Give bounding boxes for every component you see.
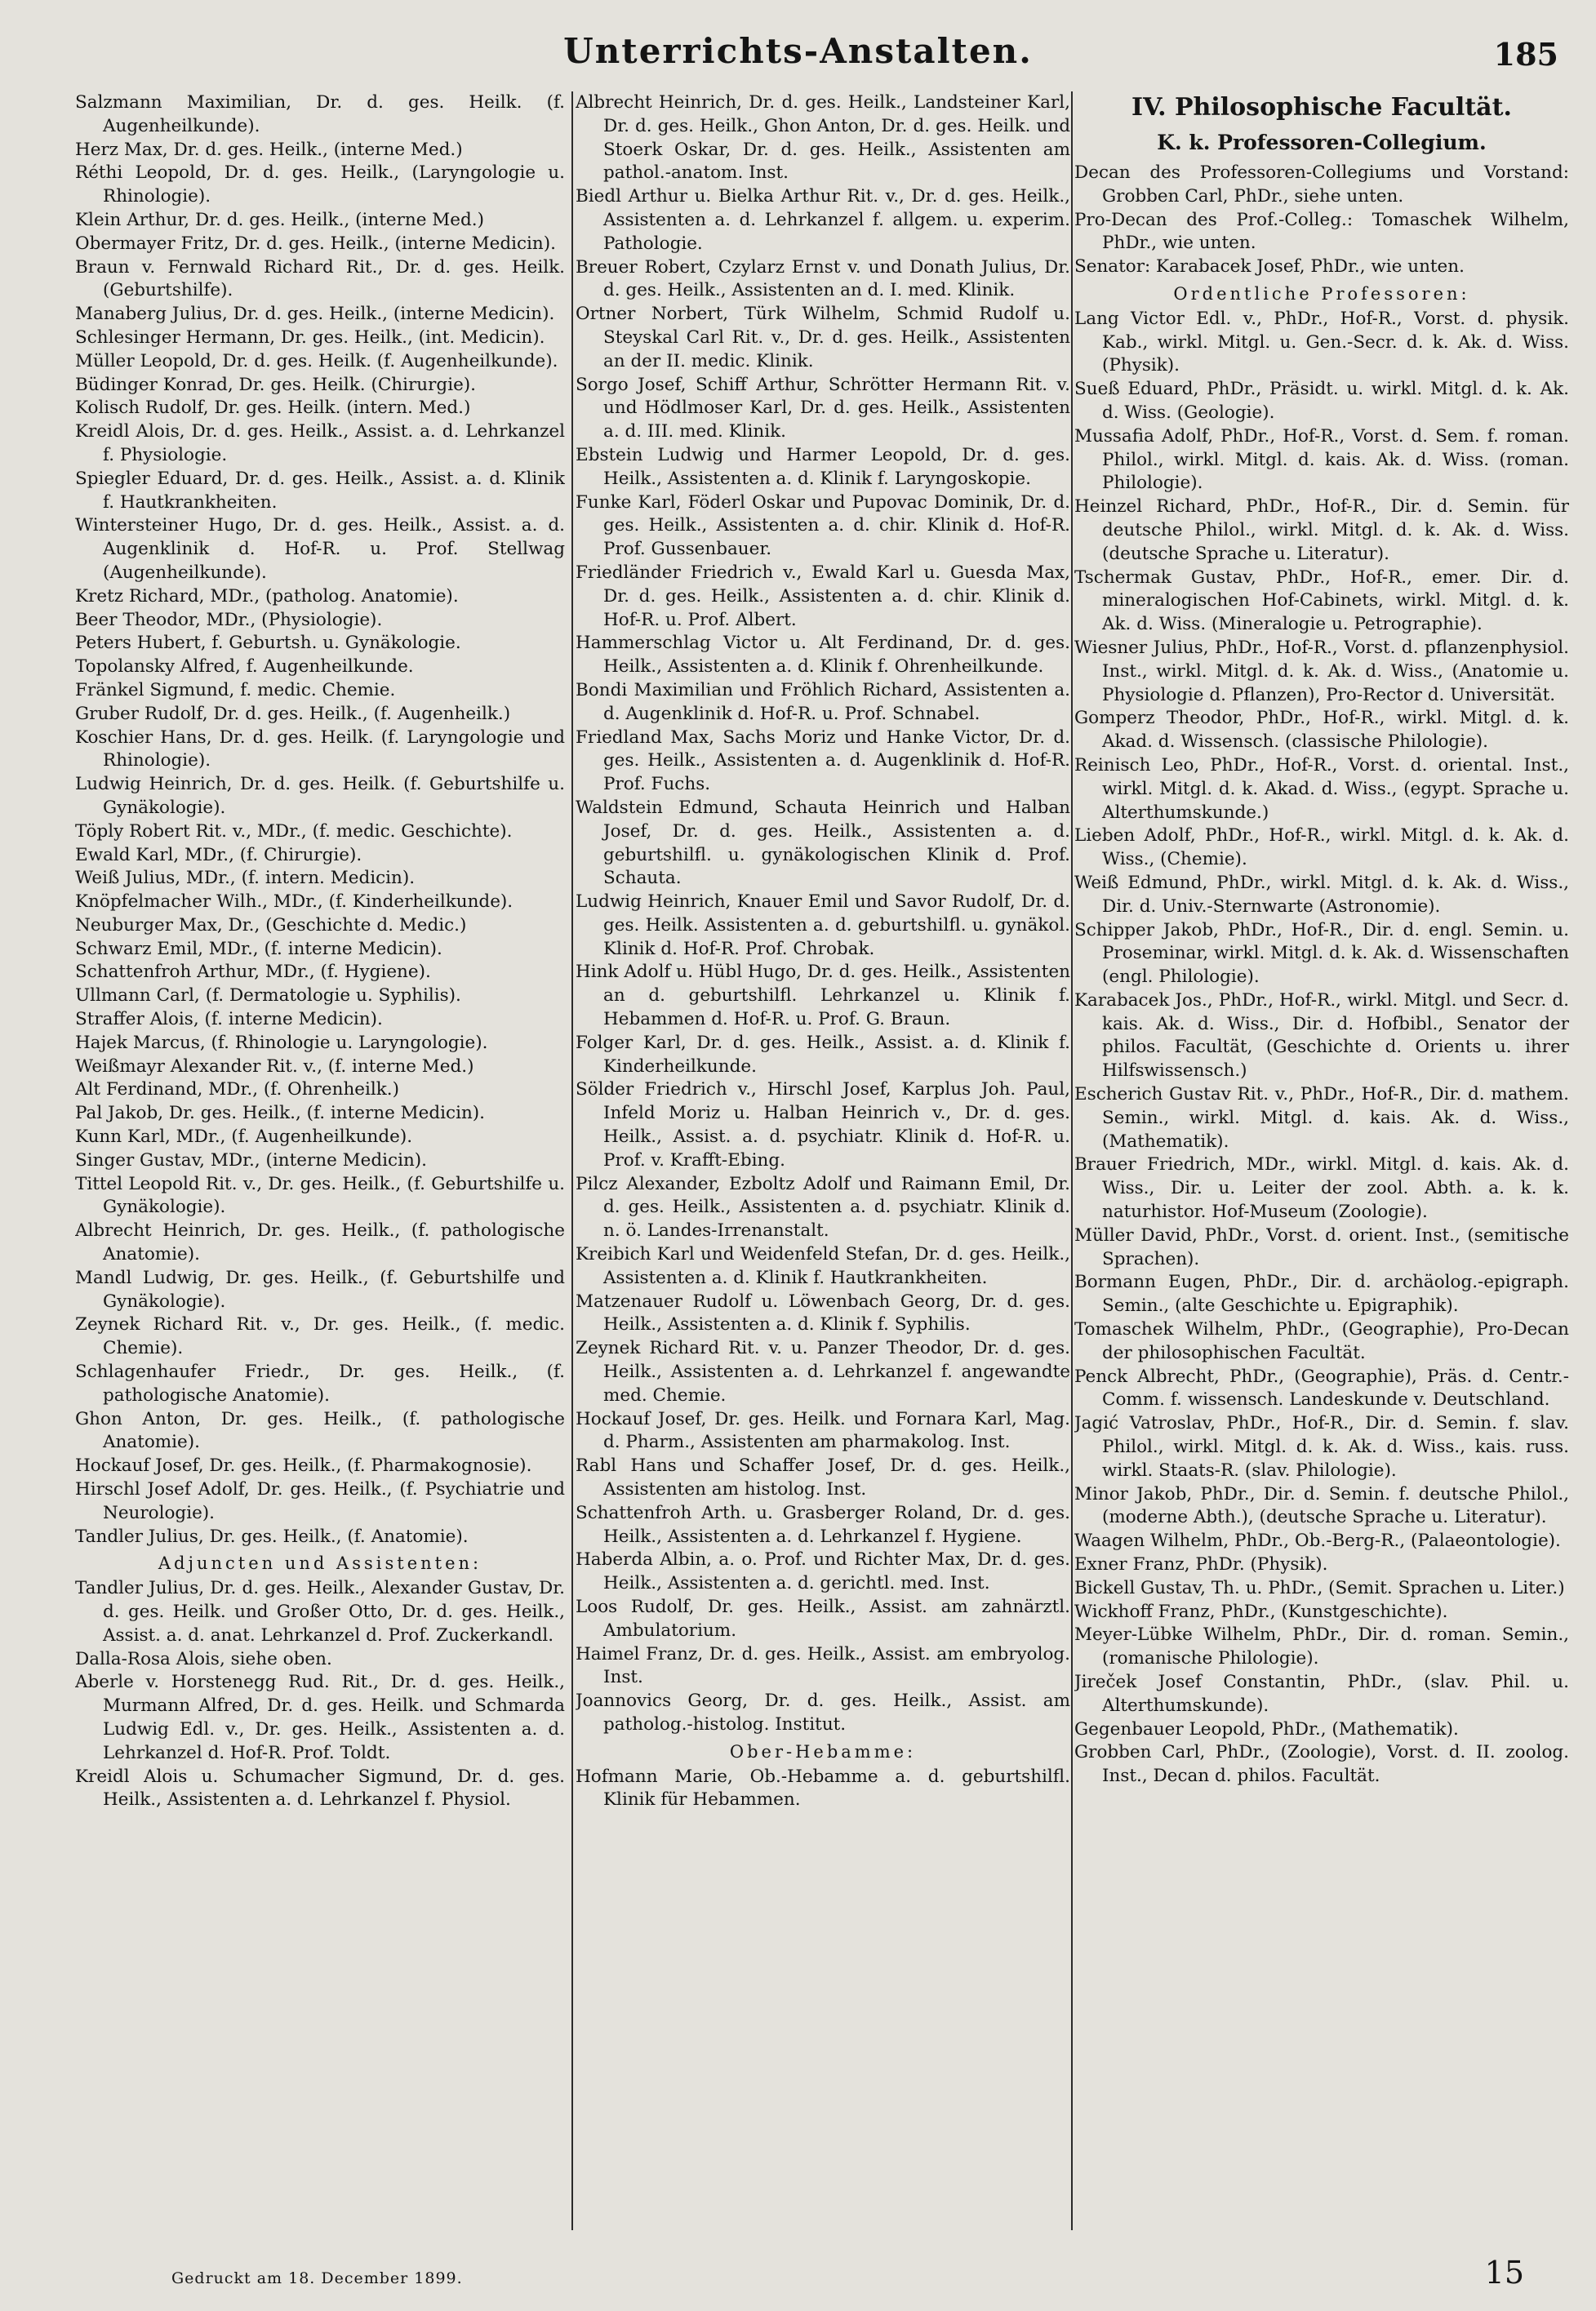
- list-item: Hockauf Josef, Dr. ges. Heilk., (f. Pharmakognosie).: [75, 1455, 532, 1477]
- list-item: Brauer Friedrich, MDr., wirkl. Mitgl. d. kais. Ak. d. Wiss., Dir. u. Leiter der zool. Abth. a. k. k. naturhistor. Hof-Museum (Zoologie).: [1074, 1154, 1569, 1223]
- list-item: Salzmann Maximilian, Dr. d. ges. Heilk. (f. Augenheilkunde).: [75, 92, 565, 136]
- list-item: Weiß Julius, MDr., (f. intern. Medicin).: [75, 868, 416, 889]
- list-item: Weiß Edmund, PhDr., wirkl. Mitgl. d. k. Ak. d. Wiss., Dir. d. Univ.-Sternwarte (Astronomie).: [1074, 872, 1569, 917]
- list-item: Ewald Karl, MDr., (f. Chirurgie).: [75, 844, 362, 865]
- list-item: Ebstein Ludwig und Harmer Leopold, Dr. d. ges. Heilk., Assistenten a. d. Klinik f. Laryngoskopie.: [576, 444, 1070, 489]
- list-item: Biedl Arthur u. Bielka Arthur Rit. v., Dr. d. ges. Heilk., Assistenten a. d. Lehrkanzel f. allgem. u. experim. Pathologie.: [576, 186, 1070, 254]
- list-item: Senator: Karabacek Josef, PhDr., wie unten.: [1074, 256, 1465, 278]
- list-item: Kreibich Karl und Weidenfeld Stefan, Dr. d. ges. Heilk., Assistenten a. d. Klinik f. Hautkrankheiten.: [576, 1244, 1070, 1288]
- list-item: Sueß Eduard, PhDr., Präsidt. u. wirkl. Mitgl. d. k. Ak. d. Wiss. (Geologie).: [1074, 379, 1569, 423]
- print-date: Gedruckt am 18. December 1899.: [171, 2269, 463, 2287]
- list-item: Albrecht Heinrich, Dr. d. ges. Heilk., Landsteiner Karl, Dr. d. ges. Heilk., Ghon Anton, Dr. d. ges. Heilk. und Stoerk Oskar, Dr. d. ges. Heilk., Assistenten am pathol.-anatom. Inst.: [576, 92, 1070, 184]
- list-item: Rabl Hans und Schaffer Josef, Dr. d. ges. Heilk., Assistenten am histolog. Inst.: [576, 1455, 1070, 1500]
- list-item: Funke Karl, Föderl Oskar und Pupovac Dominik, Dr. d. ges. Heilk., Assistenten a. d. chir. Klinik d. Hof-R. Prof. Gussenbauer.: [576, 491, 1070, 560]
- list-item: Ortner Norbert, Türk Wilhelm, Schmid Rudolf u. Steyskal Carl Rit. v., Dr. d. ges. Heilk., Assistenten an der II. medic. Klinik.: [576, 304, 1070, 371]
- list-item: Kunn Karl, MDr., (f. Augenheilkunde).: [75, 1127, 413, 1148]
- list-item: Ludwig Heinrich, Knauer Emil und Savor Rudolf, Dr. d. ges. Heilk. Assistenten a. d. geburtshilfl. u. gynäkol. Klinik d. Hof-R. Prof. Chrobak.: [576, 891, 1070, 959]
- column-left: [75, 91, 565, 2271]
- list-item: Spiegler Eduard, Dr. d. ges. Heilk., Assist. a. d. Klinik f. Hautkrankheiten.: [75, 468, 565, 513]
- list-item: Friedland Max, Sachs Moriz und Hanke Victor, Dr. d. ges. Heilk., Assistenten a. d. Augenklinik d. Hof-R. Prof. Fuchs.: [576, 727, 1070, 795]
- list-item: Waagen Wilhelm, PhDr., Ob.-Berg-R., (Palaeontologie).: [1074, 1531, 1561, 1552]
- faculty-title: IV. Philosophische Facultät.: [1131, 93, 1512, 122]
- list-item: Lieben Adolf, PhDr., Hof-R., wirkl. Mitgl. d. k. Ak. d. Wiss., (Chemie).: [1074, 825, 1569, 870]
- column-middle: [576, 91, 1070, 2255]
- list-item: Alt Ferdinand, MDr., (f. Ohrenheilk.): [75, 1079, 400, 1100]
- list-item: Pal Jakob, Dr. ges. Heilk., (f. interne Medicin).: [75, 1103, 486, 1124]
- list-item: Neuburger Max, Dr., (Geschichte d. Medic.): [75, 914, 467, 936]
- list-item: Pro-Decan des Prof.-Colleg.: Tomaschek Wilhelm, PhDr., wie unten.: [1074, 209, 1569, 254]
- list-item: Hofmann Marie, Ob.-Hebamme a. d. geburtshilfl. Klinik für Hebammen.: [576, 1766, 1070, 1811]
- list-item: Kretz Richard, MDr., (patholog. Anatomie).: [75, 585, 459, 607]
- list-item: Jireček Josef Constantin, PhDr., (slav. Phil. u. Alterthumskunde).: [1074, 1672, 1569, 1716]
- list-item: Beer Theodor, MDr., (Physiologie).: [75, 609, 383, 630]
- list-item: Kreidl Alois u. Schumacher Sigmund, Dr. d. ges. Heilk., Assistenten a. d. Lehrkanzel f. Physiol.: [75, 1766, 565, 1811]
- list-item: Hajek Marcus, (f. Rhinologie u. Laryngologie).: [75, 1032, 488, 1053]
- list-item: Bondi Maximilian und Fröhlich Richard, Assistenten a. d. Augenklinik d. Hof-R. u. Prof. Schnabel.: [576, 679, 1070, 724]
- list-item: Schattenfroh Arthur, MDr., (f. Hygiene).: [75, 962, 431, 983]
- list-item: Folger Karl, Dr. d. ges. Heilk., Assist. a. d. Klinik f. Kinderheilkunde.: [576, 1032, 1070, 1077]
- list-item: Fränkel Sigmund, f. medic. Chemie.: [75, 679, 396, 700]
- list-item: Tschermak Gustav, PhDr., Hof-R., emer. Dir. d. mineralogischen Hof-Cabinets, wirkl. Mitgl. d. k. Ak. d. Wiss. (Mineralogie u. Petrographie).: [1074, 567, 1569, 635]
- list-item: Zeynek Richard Rit. v., Dr. ges. Heilk., (f. medic. Chemie).: [75, 1314, 565, 1359]
- section-heading-adjuncts: Adjuncten und Assistenten:: [158, 1553, 482, 1574]
- list-item: Kreidl Alois, Dr. d. ges. Heilk., Assist. a. d. Lehrkanzel f. Physiologie.: [75, 421, 565, 465]
- list-item: Kolisch Rudolf, Dr. ges. Heilk. (intern. Med.): [75, 398, 471, 419]
- list-item: Schattenfroh Arth. u. Grasberger Roland, Dr. d. ges. Heilk., Assistenten a. d. Lehrkanzel f. Hygiene.: [576, 1502, 1070, 1547]
- list-item: Minor Jakob, PhDr., Dir. d. Semin. f. deutsche Philol., (moderne Abth.), (deutsche Sprache u. Literatur).: [1074, 1483, 1569, 1528]
- list-item: Réthi Leopold, Dr. d. ges. Heilk., (Laryngologie u. Rhinologie).: [75, 162, 565, 207]
- list-item: Loos Rudolf, Dr. ges. Heilk., Assist. am zahnärztl. Ambulatorium.: [576, 1597, 1070, 1641]
- list-item: Friedländer Friedrich v., Ewald Karl u. Guesda Max, Dr. d. ges. Heilk., Assistenten a. d. chir. Klinik d. Hof-R. u. Prof. Albert.: [576, 562, 1070, 630]
- list-item: Herz Max, Dr. d. ges. Heilk., (interne Med.): [75, 139, 463, 160]
- list-item: Lang Victor Edl. v., PhDr., Hof-R., Vorst. d. physik. Kab., wirkl. Mitgl. u. Gen.-Secr. d. k. Ak. d. Wiss. (Physik).: [1074, 308, 1569, 376]
- list-item: Müller David, PhDr., Vorst. d. orient. Inst., (semitische Sprachen).: [1074, 1224, 1569, 1269]
- list-item: Wiesner Julius, PhDr., Hof-R., Vorst. d. pflanzenphysiol. Inst., wirkl. Mitgl. d. k. Ak. d. Wiss., (Anatomie u. Physiologie d. Pflanzen), Pro-Rector d. Universität.: [1074, 637, 1569, 705]
- list-item: Weißmayr Alexander Rit. v., (f. interne Med.): [75, 1056, 474, 1077]
- list-item: Singer Gustav, MDr., (interne Medicin).: [75, 1149, 428, 1171]
- list-item: Schlagenhaufer Friedr., Dr. ges. Heilk., (f. pathologische Anatomie).: [75, 1362, 565, 1406]
- list-item: Klein Arthur, Dr. d. ges. Heilk., (interne Med.): [75, 209, 485, 230]
- list-item: Exner Franz, PhDr. (Physik).: [1074, 1554, 1328, 1575]
- list-item: Meyer-Lübke Wilhelm, PhDr., Dir. d. roman. Semin., (romanische Philologie).: [1074, 1624, 1569, 1669]
- list-item: Töply Robert Rit. v., MDr., (f. medic. Geschichte).: [75, 820, 513, 842]
- entry-list-assistants: [576, 91, 1070, 1737]
- list-item: Albrecht Heinrich, Dr. ges. Heilk., (f. pathologische Anatomie).: [75, 1220, 565, 1265]
- list-item: Tittel Leopold Rit. v., Dr. ges. Heilk., (f. Geburtshilfe u. Gynäkologie).: [75, 1173, 565, 1218]
- signature-mark: 15: [1484, 2255, 1524, 2291]
- list-item: Hockauf Josef, Dr. ges. Heilk. und Fornara Karl, Mag. d. Pharm., Assistenten am pharmakolog. Inst.: [576, 1408, 1070, 1453]
- list-item: Tomaschek Wilhelm, PhDr., (Geographie), Pro-Decan der philosophischen Facultät.: [1074, 1319, 1569, 1363]
- list-item: Ghon Anton, Dr. ges. Heilk., (f. pathologische Anatomie).: [75, 1408, 565, 1453]
- list-item: Karabacek Jos., PhDr., Hof-R., wirkl. Mitgl. und Secr. d. kais. Ak. d. Wiss., Dir. d. Hofbibl., Senator der philos. Facultät, (Geschichte d. Orients u. ihrer Hilfswissensch.): [1074, 989, 1569, 1082]
- list-item: Haimel Franz, Dr. d. ges. Heilk., Assist. am embryolog. Inst.: [576, 1643, 1070, 1688]
- list-item: Schwarz Emil, MDr., (f. interne Medicin).: [75, 938, 442, 959]
- list-item: Hirschl Josef Adolf, Dr. ges. Heilk., (f. Psychiatrie und Neurologie).: [75, 1479, 565, 1523]
- list-item: Schlesinger Hermann, Dr. ges. Heilk., (int. Medicin).: [75, 327, 545, 348]
- entry-list-midwife: [576, 1766, 1070, 1813]
- list-item: Obermayer Fritz, Dr. d. ges. Heilk., (interne Medicin).: [75, 233, 557, 254]
- entry-list-officers: [1074, 162, 1569, 279]
- list-item: Jagić Vatroslav, PhDr., Hof-R., Dir. d. Semin. f. slav. Philol., wirkl. Mitgl. d. k. Ak. d. Wiss., kais. russ. wirkl. Staats-R. (slav. Philologie).: [1074, 1413, 1569, 1481]
- list-item: Mandl Ludwig, Dr. ges. Heilk., (f. Geburtshilfe und Gynäkologie).: [75, 1267, 565, 1312]
- page-title: Unterrichts-Anstalten.: [563, 31, 1033, 71]
- list-item: Tandler Julius, Dr. ges. Heilk., (f. Anatomie).: [75, 1526, 469, 1547]
- list-item: Joannovics Georg, Dr. d. ges. Heilk., Assist. am patholog.-histolog. Institut.: [576, 1691, 1070, 1735]
- entry-list-ordinary-professors: [1074, 308, 1569, 1789]
- list-item: Haberda Albin, a. o. Prof. und Richter Max, Dr. d. ges. Heilk., Assistenten a. d. gerichtl. med. Inst.: [576, 1549, 1070, 1594]
- list-item: Peters Hubert, f. Geburtsh. u. Gynäkologie.: [75, 633, 461, 654]
- list-item: Waldstein Edmund, Schauta Heinrich und Halban Josef, Dr. d. ges. Heilk., Assistenten a. d. geburtshilfl. u. gynäkologischen Klinik d. Prof. Schauta.: [576, 797, 1070, 889]
- list-item: Pilcz Alexander, Ezboltz Adolf und Raimann Emil, Dr. d. ges. Heilk., Assistenten a. d. psychiatr. Klinik d. n. ö. Landes-Irrenanstalt.: [576, 1173, 1070, 1242]
- column-divider-left: [571, 91, 573, 2230]
- list-item: Gegenbauer Leopold, PhDr., (Mathematik).: [1074, 1718, 1459, 1740]
- list-item: Gomperz Theodor, PhDr., Hof-R., wirkl. Mitgl. d. k. Akad. d. Wissensch. (classische Philologie).: [1074, 708, 1569, 753]
- list-item: Hink Adolf u. Hübl Hugo, Dr. d. ges. Heilk., Assistenten an d. geburtshilfl. Lehrkanzel u. Klinik f. Hebammen d. Hof-R. u. Prof. G. Braun.: [576, 962, 1070, 1030]
- list-item: Schipper Jakob, PhDr., Hof-R., Dir. d. engl. Semin. u. Proseminar, wirkl. Mitgl. d. k. Ak. d. Wissenschaften (engl. Philologie).: [1074, 919, 1569, 988]
- section-heading-midwife: Ober-Hebamme:: [729, 1741, 917, 1762]
- list-item: Matzenauer Rudolf u. Löwenbach Georg, Dr. d. ges. Heilk., Assistenten a. d. Klinik f. Syphilis.: [576, 1291, 1070, 1335]
- list-item: Braun v. Fernwald Richard Rit., Dr. d. ges. Heilk. (Geburtshilfe).: [75, 256, 565, 301]
- list-item: Manaberg Julius, Dr. d. ges. Heilk., (interne Medicin).: [75, 304, 555, 325]
- list-item: Bickell Gustav, Th. u. PhDr., (Semit. Sprachen u. Liter.): [1074, 1577, 1565, 1598]
- list-item: Sorgo Josef, Schiff Arthur, Schrötter Hermann Rit. v. und Hödlmoser Karl, Dr. d. ges. Heilk., Assistenten a. d. III. med. Klinik.: [576, 374, 1070, 442]
- list-item: Decan des Professoren-Collegiums und Vorstand: Grobben Carl, PhDr., siehe unten.: [1074, 162, 1569, 207]
- list-item: Grobben Carl, PhDr., (Zoologie), Vorst. d. II. zoolog. Inst., Decan d. philos. Facultät.: [1074, 1742, 1569, 1787]
- collegium-subtitle: K. k. Professoren-Collegium.: [1157, 131, 1487, 154]
- entry-list-professors: [75, 91, 565, 1549]
- section-heading-ordinary-professors: Ordentliche Professoren:: [1173, 283, 1470, 304]
- column-right: [1074, 91, 1569, 2255]
- list-item: Müller Leopold, Dr. d. ges. Heilk. (f. Augenheilkunde).: [75, 350, 558, 371]
- list-item: Zeynek Richard Rit. v. u. Panzer Theodor, Dr. d. ges. Heilk., Assistenten a. d. Lehrkanzel f. angewandte med. Chemie.: [576, 1338, 1070, 1406]
- list-item: Heinzel Richard, PhDr., Hof-R., Dir. d. Semin. für deutsche Philol., wirkl. Mitgl. d. k. Ak. d. Wiss. (deutsche Sprache u. Literatur).: [1074, 496, 1569, 564]
- list-item: Mussafia Adolf, PhDr., Hof-R., Vorst. d. Sem. f. roman. Philol., wirkl. Mitgl. d. kais. Ak. d. Wiss. (roman. Philologie).: [1074, 425, 1569, 494]
- list-item: Wickhoff Franz, PhDr., (Kunstgeschichte).: [1074, 1601, 1448, 1622]
- list-item: Ullmann Carl, (f. Dermatologie u. Syphilis).: [75, 985, 461, 1007]
- list-item: Breuer Robert, Czylarz Ernst v. und Donath Julius, Dr. d. ges. Heilk., Assistenten an d. I. med. Klinik.: [576, 256, 1070, 301]
- list-item: Topolansky Alfred, f. Augenheilkunde.: [75, 656, 414, 678]
- entry-list-adjuncts: [75, 1577, 565, 1812]
- list-item: Wintersteiner Hugo, Dr. d. ges. Heilk., Assist. a. d. Augenklinik d. Hof-R. u. Prof. Stellwag (Augenheilkunde).: [75, 515, 565, 583]
- list-item: Büdinger Konrad, Dr. ges. Heilk. (Chirurgie).: [75, 374, 477, 395]
- list-item: Penck Albrecht, PhDr., (Geographie), Präs. d. Centr.-Comm. f. wissensch. Landeskunde v. Deutschland.: [1074, 1366, 1569, 1411]
- list-item: Bormann Eugen, PhDr., Dir. d. archäolog.-epigraph. Semin., (alte Geschichte u. Epigraphik).: [1074, 1272, 1569, 1317]
- list-item: Knöpfelmacher Wilh., MDr., (f. Kinderheilkunde).: [75, 891, 513, 913]
- list-item: Koschier Hans, Dr. d. ges. Heilk. (f. Laryngologie und Rhinologie).: [75, 727, 565, 771]
- page-number: 185: [1493, 36, 1558, 73]
- list-item: Sölder Friedrich v., Hirschl Josef, Karplus Joh. Paul, Infeld Moriz u. Halban Heinrich v., Dr. d. ges. Heilk., Assist. a. d. psychiatr. Klinik d. Hof-R. u. Prof. v. Krafft-Ebing.: [576, 1079, 1070, 1171]
- list-item: Ludwig Heinrich, Dr. d. ges. Heilk. (f. Geburtshilfe u. Gynäkologie).: [75, 774, 565, 818]
- list-item: Straffer Alois, (f. interne Medicin).: [75, 1009, 383, 1030]
- column-divider-right: [1071, 91, 1073, 2230]
- list-item: Gruber Rudolf, Dr. d. ges. Heilk., (f. Augenheilk.): [75, 703, 511, 724]
- list-item: Hammerschlag Victor u. Alt Ferdinand, Dr. d. ges. Heilk., Assistenten a. d. Klinik f. Ohrenheilkunde.: [576, 633, 1070, 678]
- list-item: Tandler Julius, Dr. d. ges. Heilk., Alexander Gustav, Dr. d. ges. Heilk. und Großer Otto, Dr. d. ges. Heilk., Assist. a. d. anat. Lehrkanzel d. Prof. Zuckerkandl.: [75, 1578, 565, 1646]
- list-item: Reinisch Leo, PhDr., Hof-R., Vorst. d. oriental. Inst., wirkl. Mitgl. d. k. Akad. d. Wiss., (egypt. Sprache u. Alterthumskunde.): [1074, 754, 1569, 823]
- list-item: Aberle v. Horstenegg Rud. Rit., Dr. d. ges. Heilk., Murmann Alfred, Dr. d. ges. Heilk. und Schmarda Ludwig Edl. v., Dr. ges. Heilk., Assistenten a. d. Lehrkanzel d. Hof-R. Prof. Toldt.: [75, 1672, 565, 1763]
- list-item: Dalla-Rosa Alois, siehe oben.: [75, 1648, 332, 1669]
- list-item: Escherich Gustav Rit. v., PhDr., Hof-R., Dir. d. mathem. Semin., wirkl. Mitgl. d. kais. Ak. d. Wiss., (Mathematik).: [1074, 1084, 1569, 1152]
